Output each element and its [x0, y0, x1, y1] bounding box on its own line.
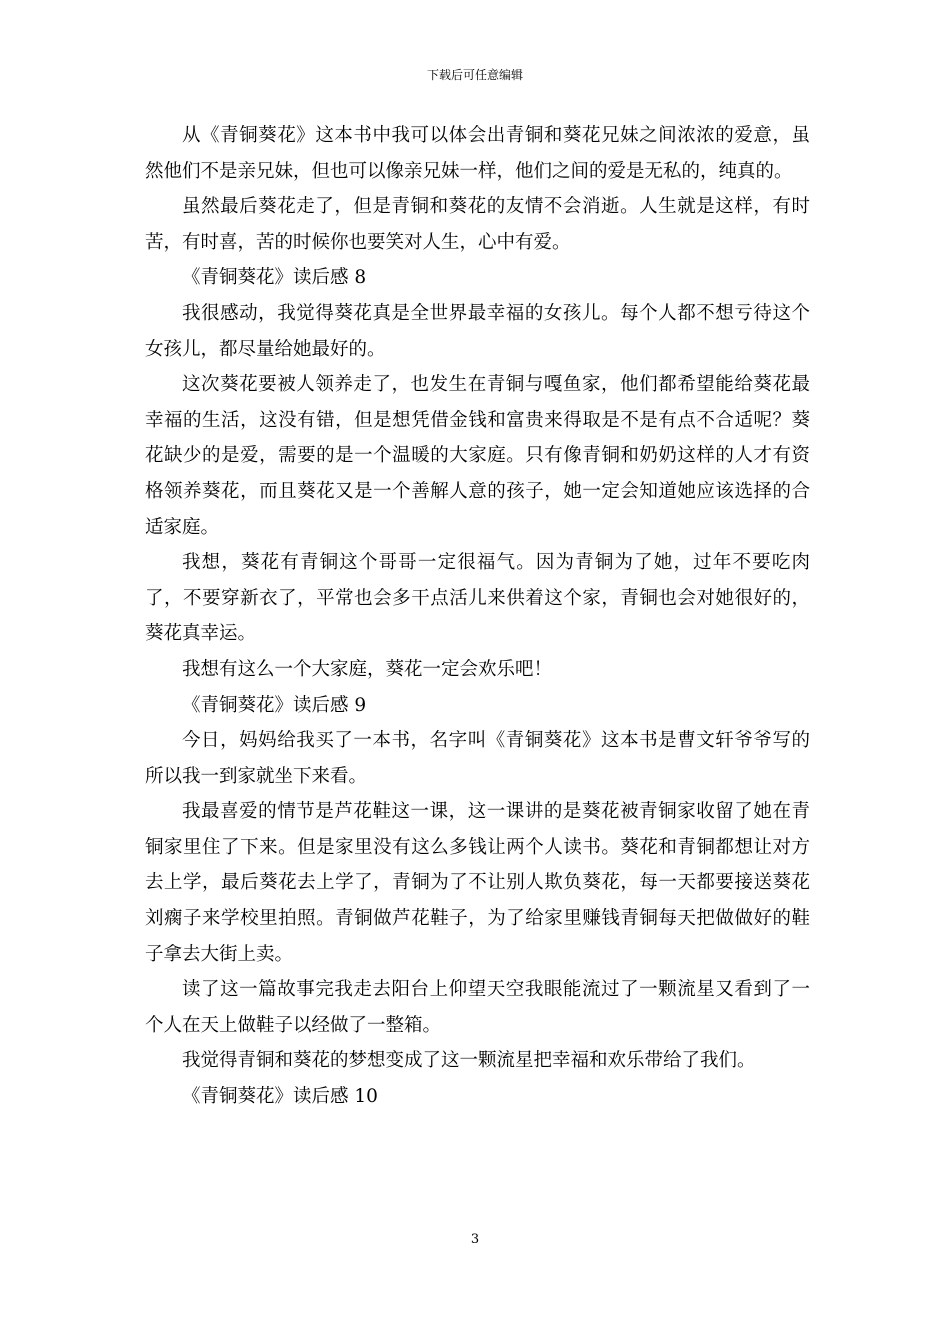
section-heading: 《青铜葵花》读后感 10 — [182, 1086, 378, 1108]
page-number: 3 — [470, 1232, 480, 1247]
page-header: 下载后可任意编辑 — [426, 68, 523, 82]
paragraph: 我很感动，我觉得葵花真是全世界最幸福的女孩儿。每个人都不想亏待这个女孩儿，都尽量给她最好的。 — [145, 302, 810, 360]
paragraph: 读了这一篇故事完我走去阳台上仰望天空我眼能流过了一颗流星又看到了一个人在天上做鞋子以经做了一整箱。 — [145, 979, 810, 1036]
paragraph: 我最喜爱的情节是芦花鞋这一课，这一课讲的是葵花被青铜家收留了她在青铜家里住了下来。但是家里没有这么多钱让两个人读书。葵花和青铜都想让对方去上学，最后葵花去上学了，青铜为了不让别人欺负葵花，每一天都要接送葵花刘瘸子来学校里拍照。青铜做芦花鞋子，为了给家里赚钱青铜每天把做做好的鞋子拿去大街上卖。 — [145, 801, 810, 965]
paragraph: 虽然最后葵花走了，但是青铜和葵花的友情不会消逝。人生就是这样，有时苦，有时喜，苦的时候你也要笑对人生，心中有爱。 — [145, 196, 810, 253]
paragraph: 我想，葵花有青铜这个哥哥一定很福气。因为青铜为了她，过年不要吃肉了，不要穿新衣了，平常也会多干点活儿来供着这个家，青铜也会对她很好的，葵花真幸运。 — [145, 552, 810, 645]
paragraph: 我觉得青铜和葵花的梦想变成了这一颗流星把幸福和欢乐带给了我们。 — [182, 1050, 756, 1072]
paragraph: 今日，妈妈给我买了一本书，名字叫《青铜葵花》这本书是曹文轩爷爷写的所以我一到家就坐下来看。 — [145, 730, 810, 787]
body-text — [145, 118, 810, 1115]
paragraph: 从《青铜葵花》这本书中我可以体会出青铜和葵花兄妹之间浓浓的爱意，虽然他们不是亲兄妹，但也可以像亲兄妹一样，他们之间的爱是无私的，纯真的。 — [145, 125, 810, 182]
section-heading: 《青铜葵花》读后感 8 — [182, 267, 367, 289]
section-heading: 《青铜葵花》读后感 9 — [182, 694, 367, 716]
paragraph: 这次葵花要被人领养走了，也发生在青铜与嘎鱼家，他们都希望能给葵花最幸福的生活，这没有错，但是想凭借金钱和富贵来得取是不是有点不合适呢？葵花缺少的是爱，需要的是一个温暖的大家庭。只有像青铜和奶奶这样的人才有资格领养葵花，而且葵花又是一个善解人意的孩子，她一定会知道她应该选择的合适家庭。 — [145, 374, 810, 538]
paragraph: 我想有这么一个大家庭，葵花一定会欢乐吧！ — [182, 658, 553, 680]
